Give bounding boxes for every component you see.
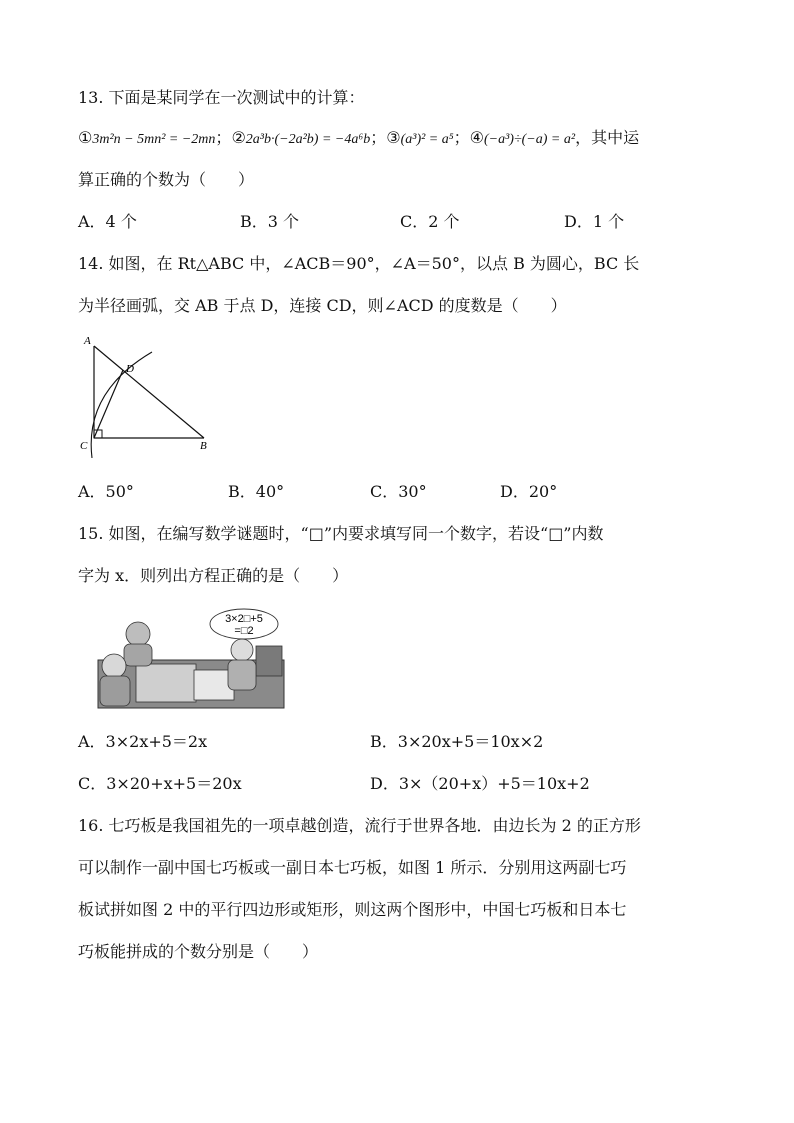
triangle-figure bbox=[76, 332, 216, 458]
q15-line2: 字为 x．则列出方程正确的是（ ） bbox=[78, 566, 349, 585]
q16-line3: 板试拼如图 2 中的平行四边形或矩形，则这两个图形中，中国七巧板和日本七 bbox=[78, 900, 627, 919]
bookshelf bbox=[256, 646, 282, 676]
bubble-line2: =□2 bbox=[234, 625, 254, 637]
q16-line2: 可以制作一副中国七巧板或一副日本七巧板，如图 1 所示．分别用这两副七巧 bbox=[78, 858, 627, 877]
arc-centered-b bbox=[91, 352, 152, 458]
q13-sep2: ； bbox=[370, 128, 387, 147]
q13-item1-expr: 3m²n − 5mn² = −2mn bbox=[92, 132, 216, 147]
label-d: D bbox=[126, 363, 134, 375]
desk-paper-left bbox=[136, 664, 196, 702]
q13-stem: 13. 下面是某同学在一次测试中的计算： bbox=[78, 88, 365, 107]
q13-line3: 算正确的个数为（ ） bbox=[78, 170, 255, 189]
child-right-body bbox=[228, 660, 256, 690]
q13-sep3: ； bbox=[453, 128, 470, 147]
label-b: B bbox=[200, 440, 207, 452]
q16-line4: 巧板能拼成的个数分别是（ ） bbox=[78, 942, 319, 961]
q14-option-a: A．50° bbox=[78, 482, 134, 501]
q13-option-d: D．1 个 bbox=[564, 212, 625, 231]
q13-item2-expr: 2a³b·(−2a²b) = −4a⁶b bbox=[245, 132, 371, 147]
q13-item4-marker: ④ bbox=[469, 128, 484, 147]
q13-option-a: A．4 个 bbox=[78, 212, 137, 231]
puzzle-illustration bbox=[96, 608, 290, 712]
child-right-head bbox=[231, 639, 253, 661]
label-c: C bbox=[80, 440, 88, 452]
q13-item1-marker: ① bbox=[78, 128, 93, 147]
bubble-line1: 3×2□+5 bbox=[225, 613, 263, 625]
side-ab bbox=[94, 346, 204, 438]
segment-cd bbox=[94, 370, 123, 438]
q13-item2-marker: ② bbox=[231, 128, 246, 147]
q14-line2: 为半径画弧，交 AB 于点 D，连接 CD，则∠ACD 的度数是（ ） bbox=[78, 296, 567, 315]
label-a: A bbox=[84, 335, 91, 347]
child-left-body bbox=[100, 676, 130, 706]
q14-option-c: C．30° bbox=[370, 482, 427, 501]
q13-expressions bbox=[78, 128, 639, 150]
q13-tail: ，其中运 bbox=[575, 128, 640, 147]
q14-line1: 14. 如图，在 Rt△ABC 中，∠ACB＝90°，∠A＝50°，以点 B 为圆心，BC 长 bbox=[78, 254, 640, 273]
q14-option-d: D．20° bbox=[500, 482, 558, 501]
q16-line1: 16. 七巧板是我国祖先的一项卓越创造，流行于世界各地．由边长为 2 的正方形 bbox=[78, 816, 641, 835]
child-back-body bbox=[124, 644, 152, 666]
q15-option-a: A．3×2x+5＝2x bbox=[78, 732, 208, 751]
q15-option-d: D．3×（20+x）+5＝10x+2 bbox=[370, 774, 590, 793]
q13-item3-marker: ③ bbox=[386, 128, 401, 147]
q15-option-c: C．3×20+x+5＝20x bbox=[78, 774, 242, 793]
q13-item3-expr: (a³)² = a⁵ bbox=[400, 132, 454, 147]
q13-option-c: C．2 个 bbox=[400, 212, 460, 231]
q13-sep1: ； bbox=[215, 128, 232, 147]
q13-option-b: B．3 个 bbox=[240, 212, 300, 231]
q15-line1: 15. 如图，在编写数学谜题时，“□”内要求填写同一个数字，若设“□”内数 bbox=[78, 524, 604, 543]
child-left-head bbox=[102, 654, 126, 678]
child-back-head bbox=[126, 622, 150, 646]
q14-option-b: B．40° bbox=[228, 482, 285, 501]
q15-option-b: B．3×20x+5＝10x×2 bbox=[370, 732, 544, 751]
q13-item4-expr: (−a³)÷(−a) = a² bbox=[483, 132, 576, 147]
